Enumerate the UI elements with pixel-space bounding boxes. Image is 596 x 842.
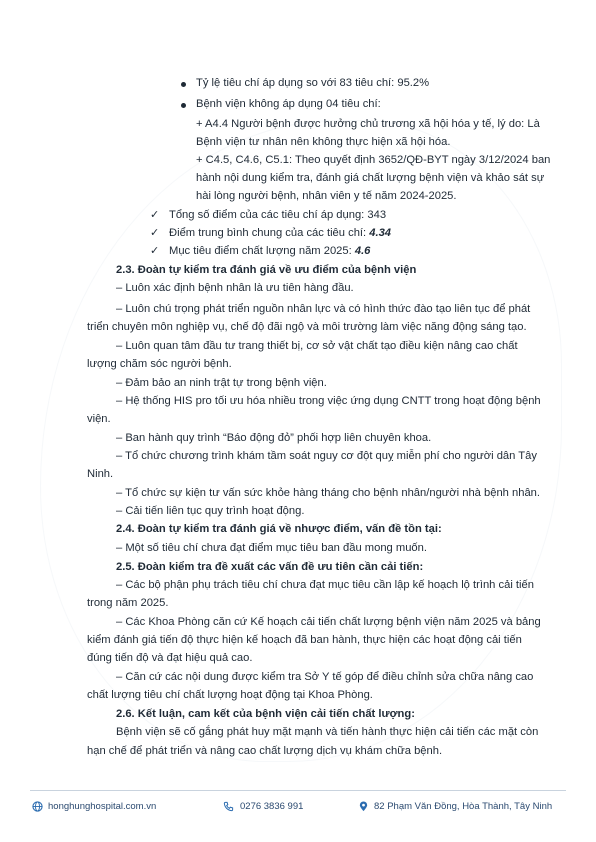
paragraph-line: – Luôn quan tâm đầu tư trang thiết bị, cơ sở vật chất tạo điều kiện nâng cao chất bbox=[116, 340, 518, 352]
paragraph-line: – Luôn xác định bệnh nhân là ưu tiên hàng đầu. bbox=[116, 282, 354, 294]
section-heading-2-6: 2.6. Kết luận, cam kết của bệnh viện cải tiến chất lượng: bbox=[116, 708, 415, 720]
average-score bbox=[169, 226, 391, 240]
footer-address: 82 Phạm Văn Đồng, Hòa Thành, Tây Ninh bbox=[374, 801, 553, 812]
target-score-value: 4.6 bbox=[354, 245, 371, 257]
paragraph-line: – Ban hành quy trình “Báo động đỏ” phối hợp liên chuyên khoa. bbox=[116, 432, 432, 444]
section-heading-2-4: 2.4. Đoàn tự kiểm tra đánh giá về nhược điểm, vấn đề tồn tại: bbox=[116, 523, 442, 535]
paragraph-line: – Hệ thống HIS pro tối ưu hóa nhiều trong việc ứng dụng CNTT trong hoạt động bệnh bbox=[116, 395, 541, 407]
bullet-text-line: + C4.5, C4.6, C5.1: Theo quyết định 3652/QĐ-BYT ngày 3/12/2024 ban bbox=[196, 154, 551, 166]
paragraph-line: – Các bộ phận phụ trách tiêu chí chưa đạt mục tiêu cần lập kế hoạch lộ trình cải tiến bbox=[116, 579, 534, 591]
footer-phone[interactable]: 0276 3836 991 bbox=[240, 801, 304, 812]
paragraph-line: – Một số tiêu chí chưa đạt điểm mục tiêu ban đầu mong muốn. bbox=[116, 542, 427, 554]
paragraph-line: – Tổ chức sự kiện tư vấn sức khỏe hàng tháng cho bệnh nhân/người nhà bệnh nhân. bbox=[116, 487, 540, 499]
paragraph-line: – Luôn chú trọng phát triển nguồn nhân lực và có hình thức đào tạo liên tục để phát bbox=[116, 303, 531, 315]
paragraph-line: – Căn cứ các nội dung được kiểm tra Sở Y tế góp để điều chỉnh sửa chữa nâng cao bbox=[116, 671, 534, 683]
target-score-label: Mục tiêu điểm chất lượng năm 2025: bbox=[169, 245, 355, 257]
footer-website[interactable]: honghunghospital.com.vn bbox=[48, 801, 157, 812]
average-score-value: 4.34 bbox=[369, 227, 392, 239]
bullet-applied-ratio: Tỷ lệ tiêu chí áp dụng so với 83 tiêu chí: 95.2% bbox=[196, 77, 430, 89]
location-pin-icon bbox=[358, 801, 369, 812]
paragraph-line: Ninh. bbox=[87, 468, 114, 480]
bullet-dot bbox=[181, 103, 186, 108]
total-score: Tổng số điểm của các tiêu chí áp dụng: 343 bbox=[169, 209, 387, 221]
check-icon: ✓ bbox=[150, 209, 160, 221]
bullet-not-applied: Bệnh viện không áp dụng 04 tiêu chí: bbox=[196, 98, 381, 110]
paragraph-line: chất lượng tiêu chí chất lượng hoạt động tại Khoa Phòng. bbox=[87, 689, 373, 701]
check-icon: ✓ bbox=[150, 227, 160, 239]
bullet-text-line: Bệnh viện tư nhân nên không thực hiện xã hội hóa. bbox=[196, 136, 451, 148]
paragraph-line: lượng chăm sóc người bệnh. bbox=[87, 358, 232, 370]
bullet-dot bbox=[181, 82, 186, 87]
paragraph-line: triển chuyên môn nghiệp vụ, chế độ đãi ngộ và môi trường làm việc năng động sáng tạo. bbox=[87, 321, 527, 333]
paragraph-line: – Cải tiến liên tục quy trình hoạt động. bbox=[116, 505, 305, 517]
bullet-text-line: hài lòng người bệnh, nhân viên y tế năm 2024-2025. bbox=[196, 190, 457, 202]
bullet-text-line: + A4.4 Người bệnh được hưởng chủ trương xã hội hóa y tế, lý do: Là bbox=[196, 118, 540, 130]
paragraph-line: – Các Khoa Phòng căn cứ Kế hoạch cải tiến chất lượng bệnh viện năm 2025 và bảng bbox=[116, 616, 541, 628]
target-score bbox=[169, 244, 370, 258]
paragraph-line: trong năm 2025. bbox=[87, 597, 169, 609]
paragraph-line: – Tổ chức chương trình khám tầm soát nguy cơ đột quỵ miễn phí cho người dân Tây bbox=[116, 450, 537, 462]
section-heading-2-3: 2.3. Đoàn tự kiểm tra đánh giá về ưu điểm của bệnh viện bbox=[116, 264, 417, 276]
paragraph-line: đúng tiến độ và đạt hiệu quả cao. bbox=[87, 652, 253, 664]
globe-icon bbox=[32, 801, 43, 812]
average-score-label: Điểm trung bình chung của các tiêu chí: bbox=[169, 227, 370, 239]
check-icon: ✓ bbox=[150, 245, 160, 257]
paragraph-line: hạn chế để phát triển và nâng cao chất lượng dịch vụ khám chữa bệnh. bbox=[87, 745, 443, 757]
paragraph-line: Bệnh viện sẽ cố gắng phát huy mặt mạnh và tiến hành thực hiện cải tiến các mặt còn bbox=[116, 726, 539, 738]
section-heading-2-5: 2.5. Đoàn kiểm tra đề xuất các vấn đề ưu tiên cần cải tiến: bbox=[116, 561, 424, 573]
paragraph-line: – Đảm bảo an ninh trật tự trong bệnh viện. bbox=[116, 377, 327, 389]
footer-divider bbox=[30, 790, 566, 791]
paragraph-line: viện. bbox=[87, 413, 111, 425]
paragraph-line: kiểm đánh giá tiến độ thực hiện kế hoạch đã ban hành, thực hiện các hoạt động cải tiến bbox=[87, 634, 522, 646]
bullet-text-line: hành nội dung kiểm tra, đánh giá chất lượng bệnh viện và khảo sát sự bbox=[196, 172, 545, 184]
phone-icon bbox=[223, 801, 234, 812]
